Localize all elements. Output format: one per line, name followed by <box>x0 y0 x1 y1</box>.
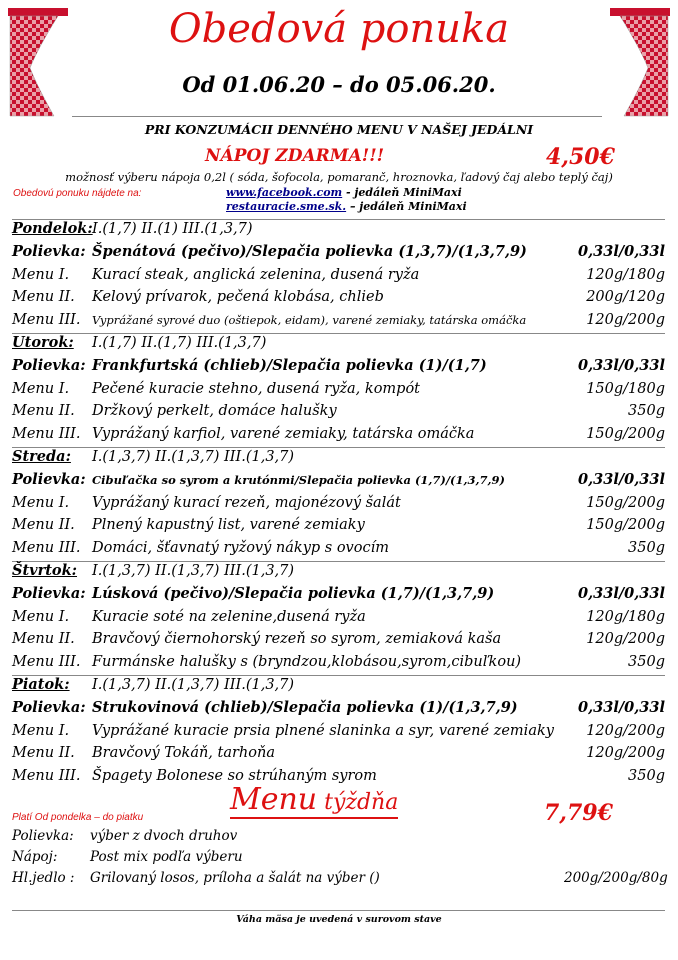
free-drink-banner: NÁPOJ ZDARMA!!! <box>205 146 385 166</box>
menu-row <box>12 742 665 764</box>
menu-row <box>12 514 665 536</box>
menu-row <box>12 400 665 422</box>
dish-text: Plnený kapustný list, varené zemiaky <box>92 517 365 534</box>
dish-text: Držkový perkelt, domáce halušky <box>92 403 337 420</box>
row-label: Polievka: <box>12 242 86 260</box>
dish-text: Vyprážané syrové duo (oštiepok, eidam), varené zemiaky, tatárska omáčka <box>92 313 527 328</box>
menu-row <box>12 492 665 514</box>
dish-text: Cibuľačka so syrom a krutónmi/Slepačia polievka (1,7)/(1,3,7,9) <box>92 472 505 487</box>
daily-menu-price: 4,50€ <box>546 144 615 170</box>
menu-row <box>12 423 665 445</box>
day-name: Pondelok: <box>12 220 93 237</box>
weekly-row <box>12 870 668 886</box>
menu-row <box>12 309 665 331</box>
divider <box>12 910 665 911</box>
weekly-menu-title <box>230 782 398 817</box>
row-label: Menu II. <box>12 517 75 534</box>
weekly-label: Nápoj: <box>12 849 58 865</box>
row-label: Polievka: <box>12 356 86 374</box>
portion-amount: 120g/200g <box>586 745 665 762</box>
soup-row <box>12 355 665 377</box>
day-name: Streda: <box>12 448 71 465</box>
weekly-menu-price: 7,79€ <box>544 800 613 826</box>
row-label: Polievka: <box>12 470 86 488</box>
day-name: Štvrtok: <box>12 562 78 579</box>
day-header <box>12 218 665 240</box>
soup-row <box>12 583 665 605</box>
dish-text: Vyprážané kuracie prsia plnené slaninka a syr, varené zemiaky <box>92 722 554 739</box>
dish-text: Strukovinová (chlieb)/Slepačia polievka (1)/(1,3,7,9) <box>92 698 518 716</box>
day-allergens: I.(1,7) II.(1,7) III.(1,3,7) <box>92 335 267 351</box>
menu-row <box>12 286 665 308</box>
weekly-row <box>12 849 243 865</box>
menu-row <box>12 264 665 286</box>
row-label: Menu I. <box>12 722 70 739</box>
row-label: Menu III. <box>12 654 81 671</box>
row-label: Polievka: <box>12 584 86 602</box>
day-allergens: I.(1,3,7) II.(1,3,7) III.(1,3,7) <box>92 563 295 579</box>
row-label: Menu I. <box>12 266 70 283</box>
weekly-label: Hl.jedlo : <box>12 870 75 886</box>
day-name: Utorok: <box>12 334 74 351</box>
dish-text: Lúsková (pečivo)/Slepačia polievka (1,7)/(1,3,7,9) <box>92 584 495 602</box>
row-label: Menu III. <box>12 426 81 443</box>
menu-row <box>12 537 665 559</box>
dish-text: Pečené kuracie stehno, dusená ryža, kompót <box>92 380 421 397</box>
row-label: Menu II. <box>12 745 75 762</box>
portion-amount: 350g <box>628 768 665 785</box>
dish-text: Bravčový čiernohorský rezeň so syrom, zemiaková kaša <box>92 631 502 648</box>
facebook-link[interactable]: www.facebook.com <box>226 186 343 199</box>
dish-text: Kelový prívarok, pečená klobása, chlieb <box>92 289 384 306</box>
weekly-validity: Platí Od pondelka – do piatku <box>12 812 144 823</box>
weekly-title-main: Menu <box>230 782 318 817</box>
weekly-amount: 200g/200g/80g <box>564 870 668 886</box>
portion-amount: 150g/200g <box>586 517 665 534</box>
row-label: Menu I. <box>12 380 70 397</box>
dish-text: Bravčový Tokáň, tarhoňa <box>92 745 275 762</box>
dish-text: Špenátová (pečivo)/Slepačia polievka (1,3,7)/(1,3,7,9) <box>92 242 527 260</box>
dish-text: Špagety Bolonese so strúhaným syrom <box>92 768 377 785</box>
dish-text: Furmánske halušky s (bryndzou,klobásou,syrom,cibuľkou) <box>92 654 522 671</box>
soup-row <box>12 697 665 719</box>
portion-amount: 120g/180g <box>586 608 665 625</box>
promo-notice: PRI KONZUMÁCII DENNÉHO MENU V NAŠEJ JEDÁLNI <box>144 122 534 137</box>
portion-amount: 200g/120g <box>586 289 665 306</box>
find-menu-label: Obedovú ponuku nájdete na: <box>13 188 142 199</box>
dish-text: Domáci, šťavnatý ryžový nákyp s ovocím <box>92 540 389 557</box>
date-range: Od 01.06.20 – do 05.06.20. <box>182 72 496 97</box>
day-header <box>12 446 665 468</box>
footer-note: Váha mäsa je uvedená v surovom stave <box>236 914 442 925</box>
portion-amount: 350g <box>628 403 665 420</box>
portion-amount: 120g/200g <box>586 631 665 648</box>
soup-row <box>12 469 665 491</box>
row-label: Menu III. <box>12 312 81 329</box>
drink-choice-text: možnosť výberu nápoja 0,2l ( sóda, šofocola, pomaranč, hroznovka, ľadový čaj alebo teplý čaj) <box>65 170 613 184</box>
portion-amount: 120g/180g <box>586 266 665 283</box>
day-allergens: I.(1,7) II.(1) III.(1,3,7) <box>92 221 253 237</box>
row-label: Menu III. <box>12 540 81 557</box>
day-name: Piatok: <box>12 676 70 693</box>
row-label: Menu II. <box>12 403 75 420</box>
dish-text: Kurací steak, anglická zelenina, dusená ryža <box>92 266 420 283</box>
menu-row <box>12 606 665 628</box>
menu-row <box>12 378 665 400</box>
dish-text: Vyprážaný kurací rezeň, majonézový šalát <box>92 494 401 511</box>
portion-amount: 350g <box>628 540 665 557</box>
row-label: Polievka: <box>12 698 86 716</box>
links-block <box>226 186 467 214</box>
day-header <box>12 560 665 582</box>
portion-amount: 150g/200g <box>586 426 665 443</box>
weekly-row <box>12 828 238 844</box>
day-header <box>12 674 665 696</box>
menu-row <box>12 651 665 673</box>
weekly-label: Polievka: <box>12 828 74 844</box>
dish-text: Frankfurtská (chlieb)/Slepačia polievka (1)/(1,7) <box>92 356 487 374</box>
menu-row <box>12 720 665 742</box>
sme-link[interactable]: restauracie.sme.sk. <box>226 200 347 213</box>
menu-row <box>12 628 665 650</box>
row-label: Menu I. <box>12 494 70 511</box>
soup-row <box>12 241 665 263</box>
portion-amount: 350g <box>628 654 665 671</box>
portion-amount: 0,33l/0,33l <box>578 584 665 602</box>
weekly-text: Post mix podľa výberu <box>90 849 243 865</box>
facebook-link-desc: - jedáleň MiniMaxi <box>342 186 462 199</box>
portion-amount: 150g/200g <box>586 494 665 511</box>
portion-amount: 0,33l/0,33l <box>578 356 665 374</box>
portion-amount: 0,33l/0,33l <box>578 698 665 716</box>
weekly-text: Grilovaný losos, príloha a šalát na výber () <box>90 870 380 886</box>
day-allergens: I.(1,3,7) II.(1,3,7) III.(1,3,7) <box>92 449 295 465</box>
weekly-title-sub: týždňa <box>317 790 399 815</box>
row-label: Menu III. <box>12 768 81 785</box>
dish-text: Vyprážaný karfiol, varené zemiaky, tatárska omáčka <box>92 426 475 443</box>
dish-text: Kuracie soté na zelenine,dusená ryža <box>92 608 366 625</box>
sme-link-desc: – jedáleň MiniMaxi <box>346 200 467 213</box>
row-label: Menu II. <box>12 631 75 648</box>
portion-amount: 0,33l/0,33l <box>578 470 665 488</box>
weekly-text: výber z dvoch druhov <box>90 828 238 844</box>
divider <box>72 116 602 117</box>
portion-amount: 120g/200g <box>586 312 665 329</box>
portion-amount: 120g/200g <box>586 722 665 739</box>
day-allergens: I.(1,3,7) II.(1,3,7) III.(1,3,7) <box>92 677 295 693</box>
row-label: Menu I. <box>12 608 70 625</box>
page-title: Obedová ponuka <box>168 6 510 52</box>
day-header <box>12 332 665 354</box>
row-label: Menu II. <box>12 289 75 306</box>
portion-amount: 150g/180g <box>586 380 665 397</box>
portion-amount: 0,33l/0,33l <box>578 242 665 260</box>
